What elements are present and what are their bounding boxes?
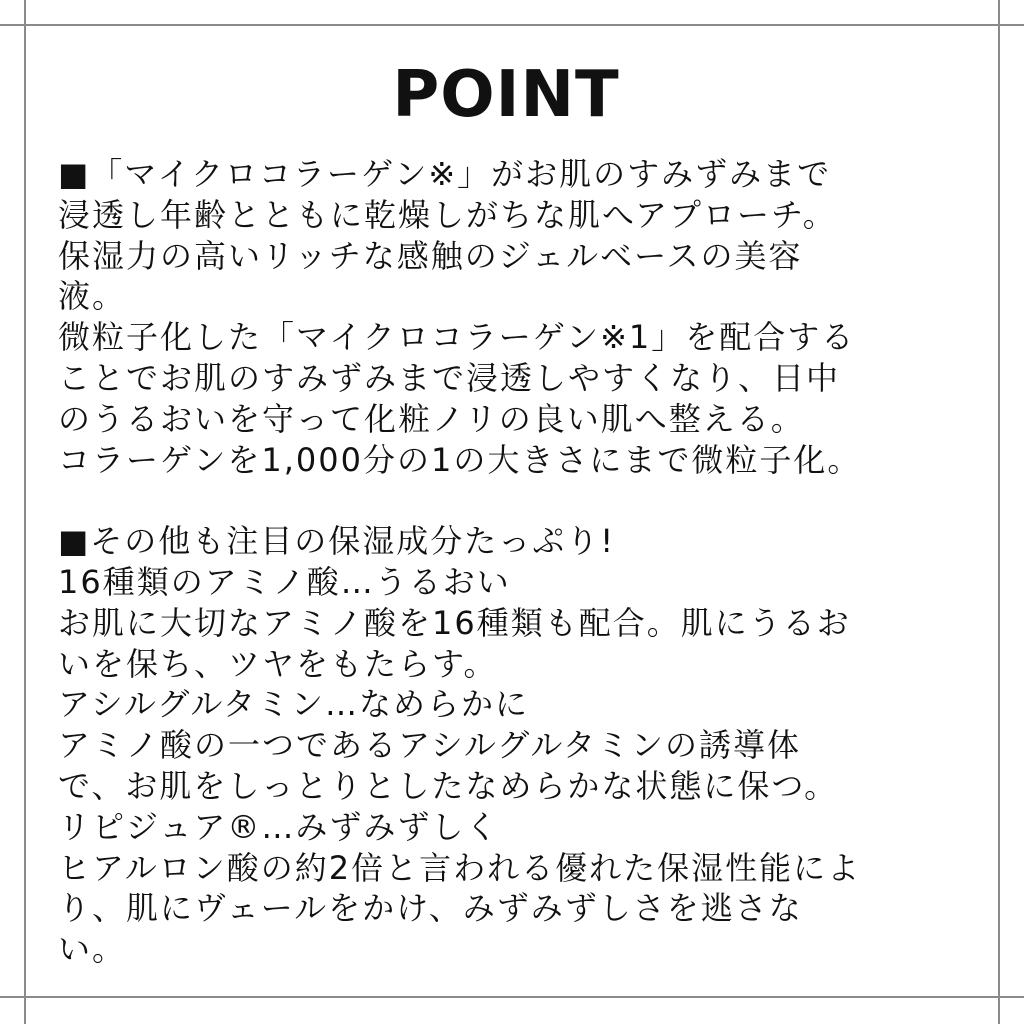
frame-top-line: [0, 24, 1024, 26]
point-title: POINT: [392, 58, 620, 132]
frame-right-line: [998, 0, 1000, 1024]
paragraph-gap: [58, 480, 978, 521]
moisturizing-ingredients-description: ■その他も注目の保湿成分たっぷり! 16種類のアミノ酸…うるおい お肌に大切なアミノ酸を16種類も配合。肌にうるお いを保ち、ツヤをもたらす。 アシルグルタミン…なめらかに アミノ酸の一つであるアシルグルタミンの誘導体 で、お肌をしっとりとしたなめらかな状態に保つ。 リピジュア®…みずみずしく ヒアルロン酸の約2倍と言われる優れた保湿性能によ り、肌にヴェールをかけ、みずみずしさを逃さな い。: [58, 522, 862, 969]
micro-collagen-description: ■「マイクロコラーゲン※」がお肌のすみずみまで 浸透し年齢とともに乾燥しがちな肌へアプローチ。 保湿力の高いリッチな感触のジェルベースの美容 液。 微粒子化した「マイクロコラーゲン※1」を配合する ことでお肌のすみずみまで浸透しやすくなり、日中 のうるおいを守って化粧ノリの良い肌へ整える。 コラーゲンを1,000分の1の大きさにまで微粒子化。: [58, 155, 862, 479]
frame-bottom-line: [0, 996, 1024, 998]
point-content: [58, 56, 978, 970]
frame-left-line: [24, 0, 26, 1024]
